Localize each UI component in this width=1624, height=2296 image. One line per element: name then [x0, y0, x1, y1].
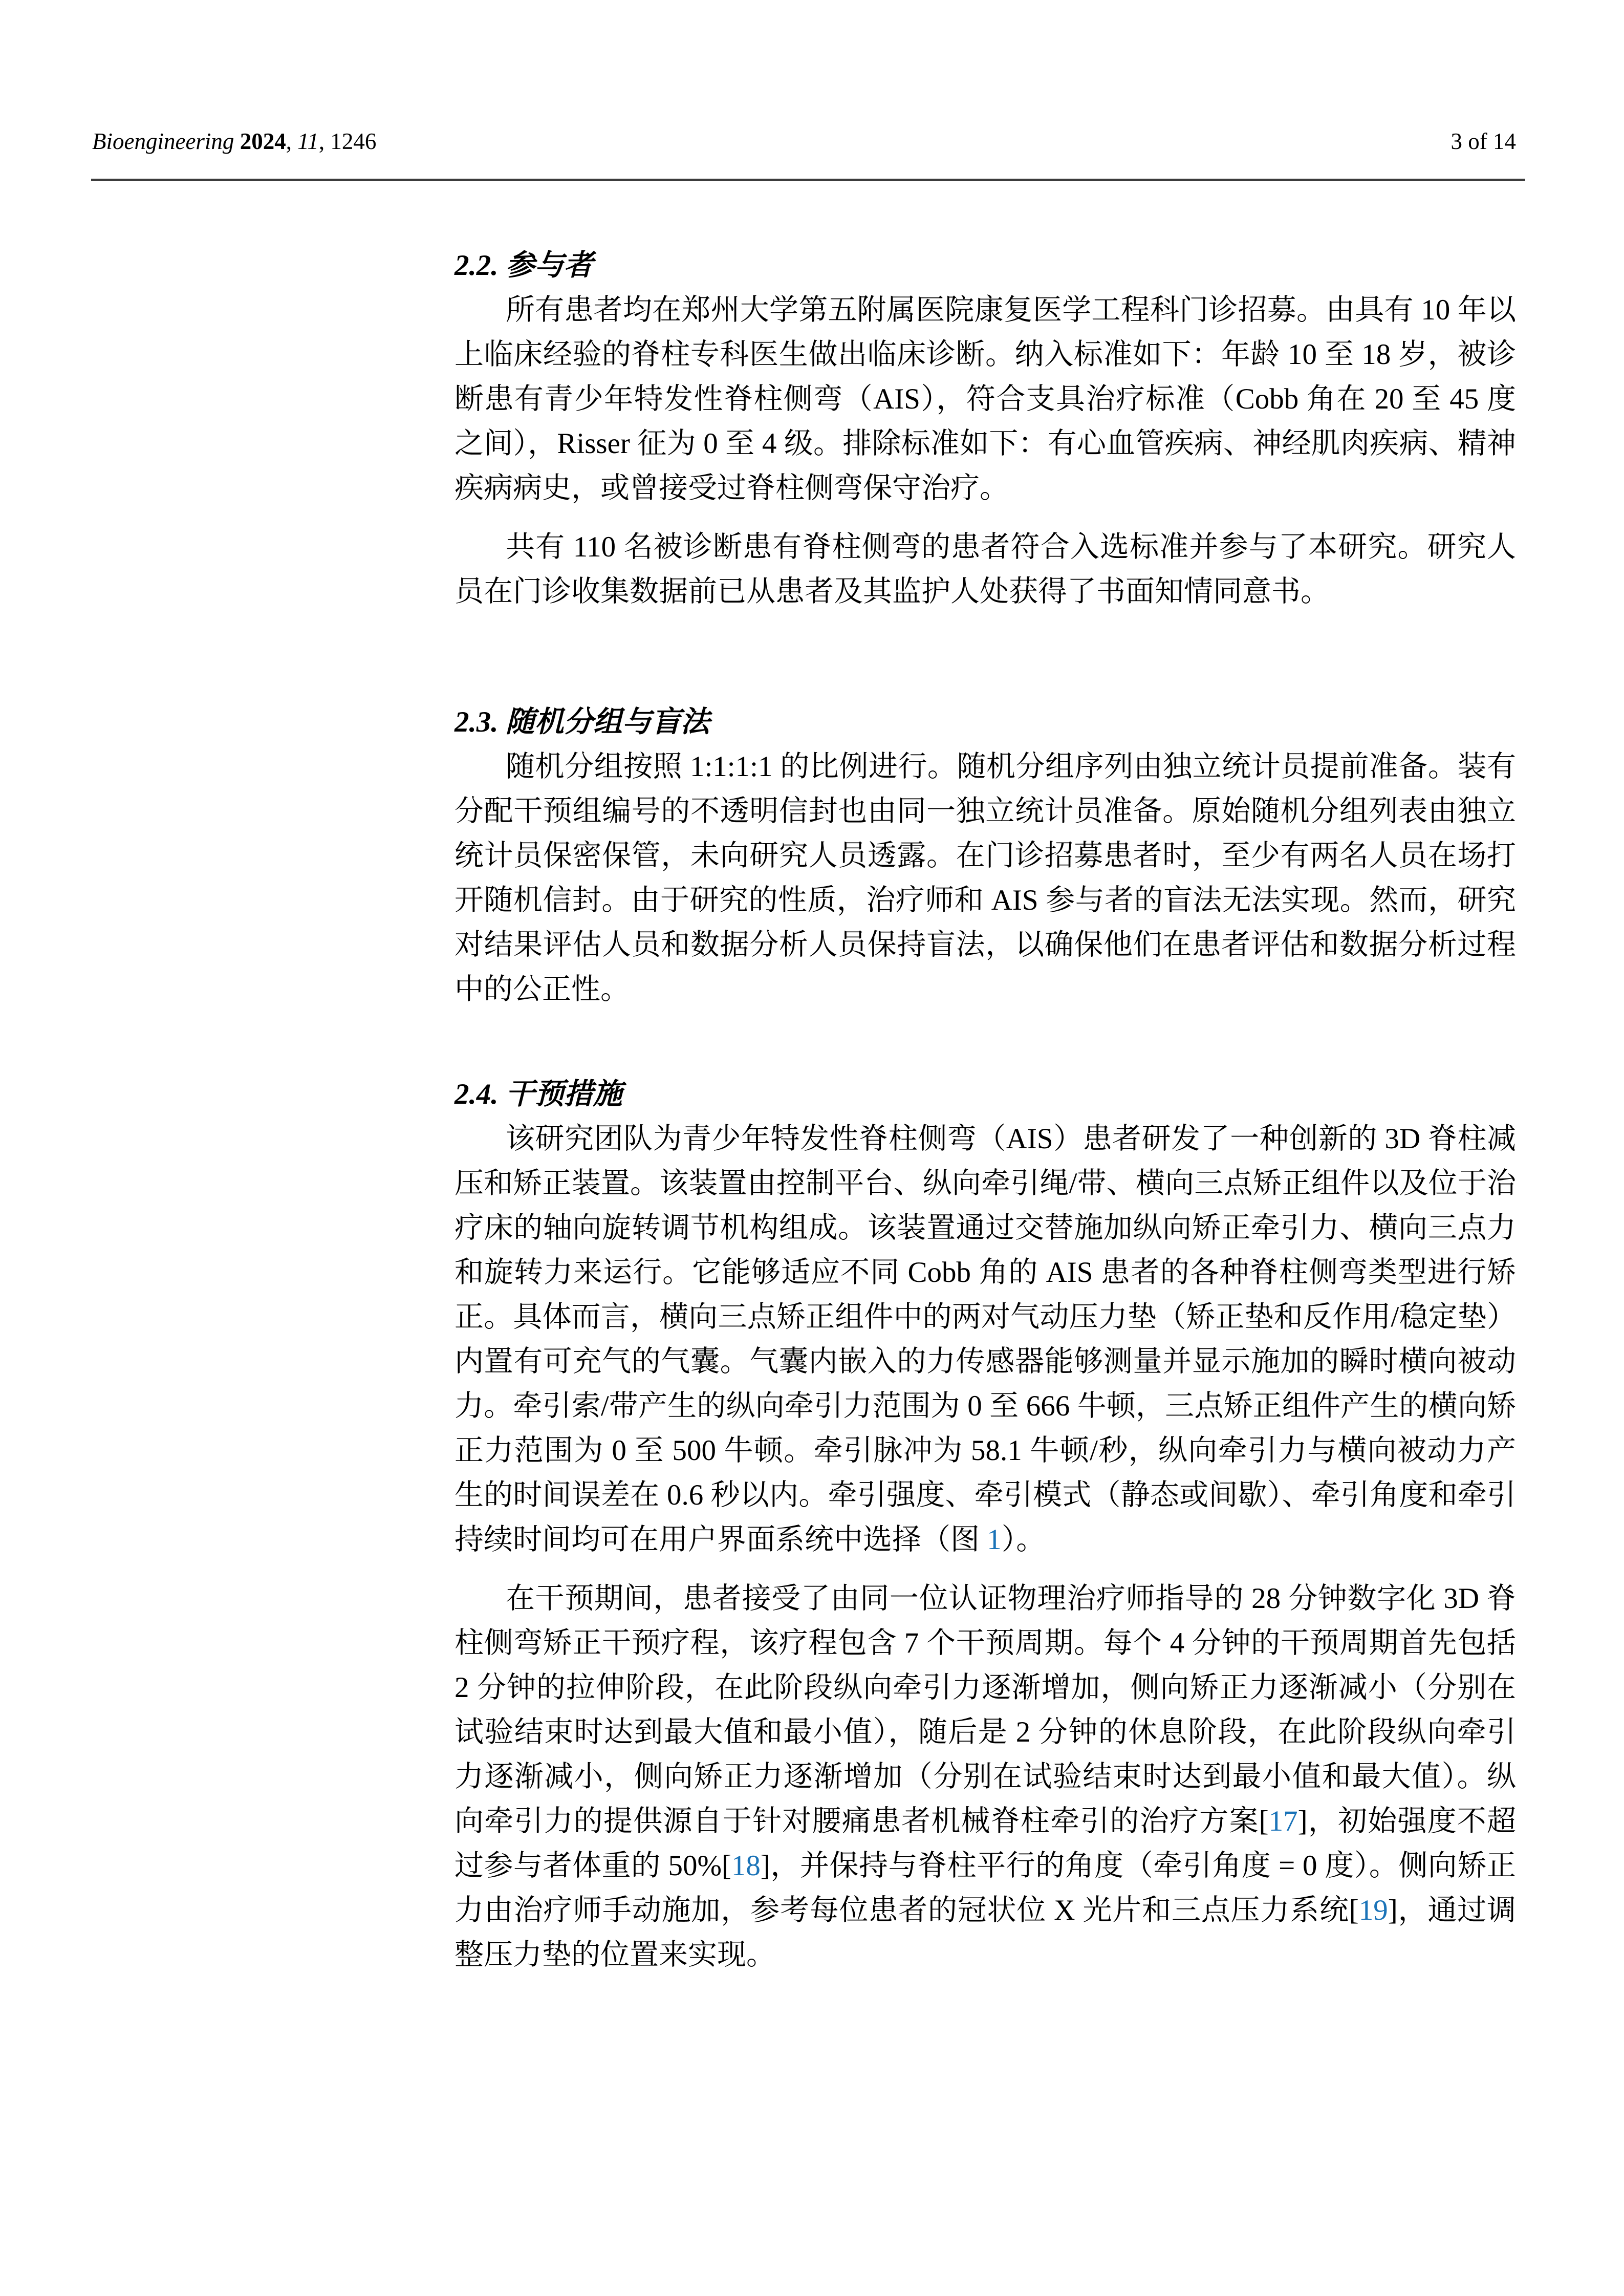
article-number: 1246 — [330, 128, 377, 154]
body-text: 所有患者均在郑州大学第五附属医院康复医学工程科门诊招募。由具有 10 年以上临床经验的脊柱专科医生做出临床诊断。纳入标准如下：年龄 10 至 18 岁，被诊断患有青少年特发性脊柱侧弯（AIS），符合支具治疗标准（Cobb 角在 20 至 45 度之间），Risser 征为 0 至 4 级。排除标准如下：有心血管疾病、神经肌肉疾病、精神疾病病史，或曾接受过脊柱侧弯保守治疗。 — [454, 294, 1516, 504]
paragraph — [454, 525, 1516, 614]
body-text: ]，通过调整压力垫的位置来实现。 — [454, 1894, 1516, 1971]
body-text: 共有 110 名被诊断患有脊柱侧弯的患者符合入选标准并参与了本研究。研究人员在门诊收集数据前已从患者及其监护人处获得了书面知情同意书。 — [454, 531, 1516, 608]
journal-volume: 11 — [297, 128, 319, 154]
running-header — [92, 127, 1516, 156]
section-number: 2.2. — [454, 249, 506, 282]
section-heading — [454, 1072, 1516, 1117]
paragraph — [454, 1117, 1516, 1562]
page-number: 3 of 14 — [1450, 128, 1516, 154]
ref-19-link[interactable]: 19 — [1358, 1894, 1388, 1926]
article-body — [454, 243, 1516, 1977]
body-text: ）。 — [1001, 1523, 1046, 1556]
paragraph — [454, 744, 1516, 1012]
header-comma-2: , — [318, 128, 331, 154]
section-title: 参与者 — [505, 249, 593, 282]
section-number: 2.3. — [454, 706, 506, 738]
paragraph — [454, 1576, 1516, 1977]
body-text: 在干预期间，患者接受了由同一位认证物理治疗师指导的 28 分钟数字化 3D 脊柱侧弯矫正干预疗程，该疗程包含 7 个干预周期。每个 4 分钟的干预周期首先包括 2 分钟的拉伸阶段，在此阶段纵向牵引力逐渐增加，侧向矫正力逐渐减小（分别在试验结束时达到最大值和最小值），随后是 2 分钟的休息阶段，在此阶段纵向牵引力逐渐减小，侧向矫正力逐渐增加（分别在试验结束时达到最小值和最大值）。纵向牵引力的提供源自于针对腰痛患者机械脊柱牵引的治疗方案[ — [454, 1582, 1516, 1837]
ref-17-link[interactable]: 17 — [1268, 1805, 1298, 1837]
journal-citation — [92, 127, 376, 156]
section-number: 2.4. — [454, 1078, 506, 1110]
body-text: ]，初始强度不超过参与者体重的 50%[ — [454, 1805, 1517, 1882]
body-text: 该研究团队为青少年特发性脊柱侧弯（AIS）患者研发了一种创新的 3D 脊柱减压和矫正装置。该装置由控制平台、纵向牵引绳/带、横向三点矫正组件以及位于治疗床的轴向旋转调节机构组成。该装置通过交替施加纵向矫正牵引力、横向三点力和旋转力来运行。它能够适应不同 Cobb 角的 AIS 患者的各种脊柱侧弯类型进行矫正。具体而言，横向三点矫正组件中的两对气动压力垫（矫正垫和反作用/稳定垫）内置有可充气的气囊。气囊内嵌入的力传感器能够测量并显示施加的瞬时横向被动力。牵引索/带产生的纵向牵引力范围为 0 至 666 牛顿，三点矫正组件产生的横向矫正力范围为 0 至 500 牛顿。牵引脉冲为 58.1 牛顿/秒，纵向牵引力与横向被动力产生的时间误差在 0.6 秒以内。牵引强度、牵引模式（静态或间歇）、牵引角度和牵引持续时间均可在用户界面系统中选择（图 — [454, 1123, 1516, 1556]
body-text: 随机分组按照 1:1:1:1 的比例进行。随机分组序列由独立统计员提前准备。装有分配干预组编号的不透明信封也由同一独立统计员准备。原始随机分组列表由独立统计员保密保管，未向研究人员透露。在门诊招募患者时，至少有两名人员在场打开随机信封。由于研究的性质，治疗师和 AIS 参与者的盲法无法实现。然而，研究对结果评估人员和数据分析人员保持盲法，以确保他们在患者评估和数据分析过程中的公正性。 — [454, 750, 1516, 1005]
journal-year: 2024 — [240, 128, 286, 154]
figure-1-link[interactable]: 1 — [987, 1523, 1002, 1556]
header-rule — [91, 179, 1525, 181]
paragraph — [454, 288, 1516, 510]
body-text: ]，并保持与脊柱平行的角度（牵引角度 = 0 度）。侧向矫正力由治疗师手动施加，参考每位患者的冠状位 X 光片和三点压力系统[ — [454, 1850, 1516, 1926]
journal-name: Bioengineering — [92, 128, 234, 154]
section-heading — [454, 243, 1516, 288]
section-heading — [454, 700, 1516, 744]
section-title: 随机分组与盲法 — [505, 706, 710, 738]
section-title: 干预措施 — [505, 1078, 622, 1110]
header-comma-1: , — [286, 128, 298, 154]
ref-18-link[interactable]: 18 — [731, 1850, 761, 1882]
